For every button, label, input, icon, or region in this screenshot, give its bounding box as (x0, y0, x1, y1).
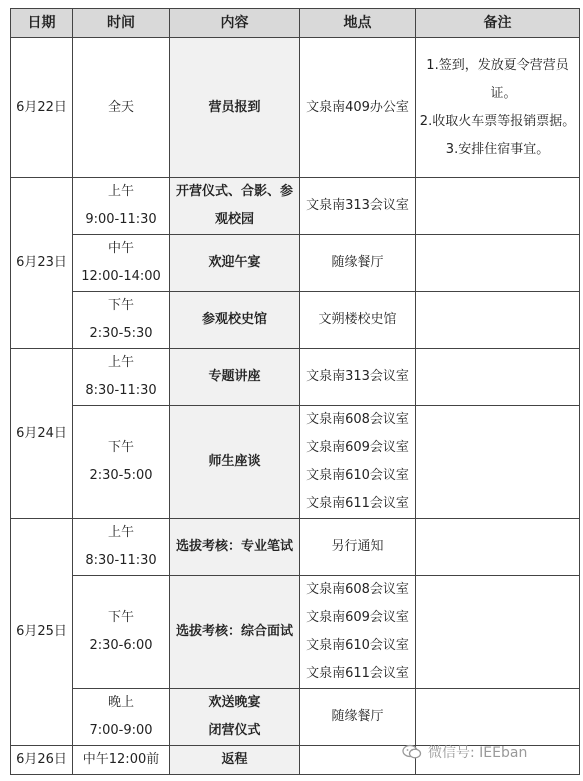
location-cell-line: 文泉南610会议室 (306, 638, 409, 653)
time-cell-line: 中午12:00前 (82, 752, 160, 767)
notes-cell (416, 38, 580, 178)
notes-cell (416, 406, 580, 519)
content-cell (170, 689, 300, 746)
location-cell-line: 文泉南609会议室 (306, 440, 409, 455)
location-cell-line: 文泉南409办公室 (306, 99, 409, 115)
time-cell (73, 576, 170, 689)
location-cell-line: 文泉南608会议室 (306, 412, 409, 427)
time-cell-line: 2:30-6:00 (89, 638, 153, 653)
location-cell-line: 文泉南611会议室 (306, 496, 409, 511)
time-cell-line: 9:00-11:30 (85, 212, 157, 227)
time-cell-line: 上午 (107, 355, 134, 370)
header-row (11, 9, 580, 38)
content-cell-line: 返程 (221, 752, 248, 767)
time-cell-line: 7:00-9:00 (89, 723, 153, 738)
table-row (11, 292, 580, 349)
header-notes: 备注 (416, 9, 580, 38)
content-cell-line: 选拔考核：专业笔试 (175, 539, 293, 554)
content-cell (170, 178, 300, 235)
location-cell (300, 746, 416, 775)
content-cell (170, 576, 300, 689)
header-location: 地点 (300, 9, 416, 38)
wechat-icon (402, 744, 422, 760)
location-cell (300, 576, 416, 689)
content-cell-line: 欢送晚宴 (208, 695, 261, 710)
time-cell-line: 下午 (107, 440, 134, 455)
content-cell (170, 746, 300, 775)
table-row (11, 519, 580, 576)
time-cell-line: 全天 (107, 99, 134, 115)
notes-cell (416, 178, 580, 235)
notes-cell (416, 349, 580, 406)
watermark-text: 微信号: IEEban (428, 745, 528, 761)
content-cell (170, 38, 300, 178)
time-cell (73, 235, 170, 292)
date-cell: 6月22日 (11, 38, 73, 178)
date-cell: 6月23日 (11, 178, 73, 349)
table-row (11, 406, 580, 519)
time-cell-line: 下午 (107, 298, 134, 313)
time-cell-line: 中午 (107, 241, 134, 256)
content-cell-line: 开营仪式、合影、参观校园 (175, 184, 293, 227)
location-cell (300, 689, 416, 746)
time-cell-line: 8:30-11:30 (85, 553, 157, 568)
table-row (11, 349, 580, 406)
content-cell-line: 专题讲座 (208, 369, 261, 384)
location-cell (300, 406, 416, 519)
location-cell (300, 349, 416, 406)
watermark (402, 742, 527, 762)
table-row (11, 576, 580, 689)
time-cell-line: 2:30-5:30 (89, 326, 153, 341)
location-cell-line: 文泉南608会议室 (306, 582, 409, 597)
table-row (11, 38, 580, 178)
table-row (11, 178, 580, 235)
notes-cell (416, 292, 580, 349)
header-time: 时间 (73, 9, 170, 38)
time-cell-line: 12:00-14:00 (81, 269, 161, 284)
location-cell-line: 文泉南609会议室 (306, 610, 409, 625)
time-cell (73, 689, 170, 746)
content-cell-line: 参观校史馆 (201, 312, 267, 327)
notes-cell-line: 1.签到，发放夏令营营员证。 (426, 57, 569, 101)
time-cell-line: 上午 (107, 184, 134, 199)
location-cell (300, 38, 416, 178)
time-cell (73, 519, 170, 576)
date-cell: 6月24日 (11, 349, 73, 519)
location-cell-line: 随缘餐厅 (331, 709, 384, 724)
time-cell-line: 下午 (107, 610, 134, 625)
location-cell (300, 292, 416, 349)
location-cell-line: 文泉南313会议室 (306, 369, 409, 384)
schedule-table (10, 8, 580, 775)
time-cell (73, 746, 170, 775)
content-cell-line: 欢迎午宴 (208, 255, 261, 270)
time-cell (73, 349, 170, 406)
notes-cell (416, 519, 580, 576)
location-cell-line: 随缘餐厅 (331, 255, 384, 270)
location-cell-line: 文朔楼校史馆 (318, 312, 397, 327)
header-date: 日期 (11, 9, 73, 38)
location-cell-line: 文泉南610会议室 (306, 468, 409, 483)
time-cell (73, 406, 170, 519)
header-content: 内容 (170, 9, 300, 38)
content-cell (170, 519, 300, 576)
location-cell-line: 文泉南313会议室 (306, 198, 409, 213)
content-cell (170, 349, 300, 406)
content-cell (170, 406, 300, 519)
content-cell-line: 选拔考核：综合面试 (175, 624, 293, 639)
content-cell-line: 营员报到 (208, 99, 261, 115)
notes-cell (416, 576, 580, 689)
location-cell (300, 178, 416, 235)
location-cell-line: 另行通知 (331, 539, 384, 554)
time-cell (73, 38, 170, 178)
time-cell (73, 292, 170, 349)
location-cell (300, 235, 416, 292)
date-cell: 6月26日 (11, 746, 73, 775)
time-cell (73, 178, 170, 235)
time-cell-line: 晚上 (107, 695, 134, 710)
content-cell (170, 292, 300, 349)
table-row (11, 235, 580, 292)
date-cell: 6月25日 (11, 519, 73, 746)
schedule-body (11, 38, 580, 775)
content-cell (170, 235, 300, 292)
table-row (11, 689, 580, 746)
location-cell (300, 519, 416, 576)
time-cell-line: 上午 (107, 525, 134, 540)
content-cell-line: 闭营仪式 (208, 723, 261, 738)
notes-cell (416, 235, 580, 292)
location-cell-line: 文泉南611会议室 (306, 666, 409, 681)
time-cell-line: 2:30-5:00 (89, 468, 153, 483)
notes-cell (416, 689, 580, 746)
notes-cell-line: 2.收取火车票等报销票据。 (419, 113, 576, 129)
time-cell-line: 8:30-11:30 (85, 383, 157, 398)
notes-cell-line: 3.安排住宿事宜。 (445, 141, 550, 157)
content-cell-line: 师生座谈 (208, 454, 261, 469)
